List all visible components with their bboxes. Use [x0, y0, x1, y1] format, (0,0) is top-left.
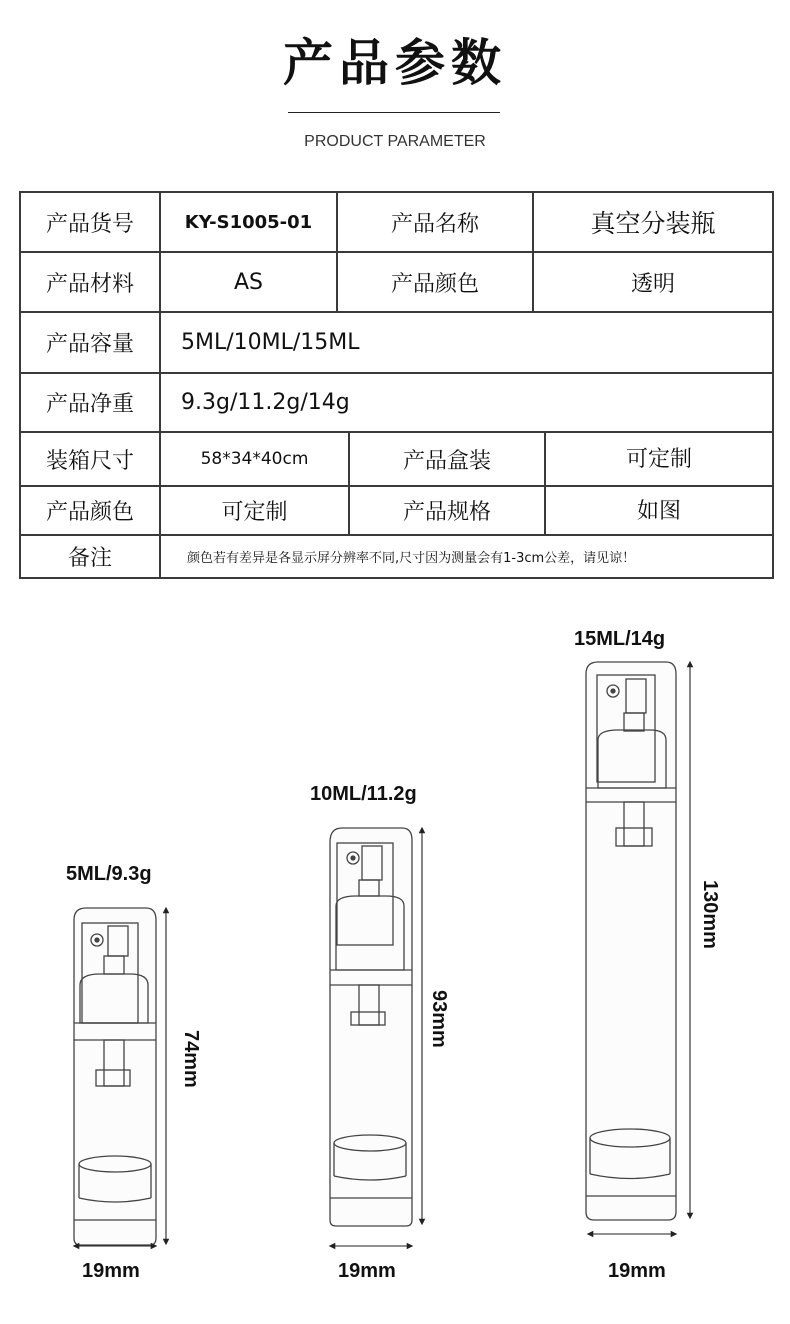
- title-divider: [288, 112, 500, 113]
- bottle-15ml: [586, 662, 676, 1220]
- page-title: 产品参数: [283, 34, 507, 92]
- bottle-15ml-label: 15ML/14g: [574, 628, 666, 650]
- capacity-value: 5ML/10ML/15ML: [181, 330, 360, 355]
- material-label: 产品材料: [45, 271, 134, 297]
- spec-label: 产品规格: [402, 500, 491, 525]
- color2-label: 产品颜色: [45, 500, 134, 525]
- bottle-5ml: [74, 908, 156, 1245]
- remark-label: 备注: [67, 546, 112, 571]
- bottle-10ml-label: 10ML/11.2g: [310, 783, 417, 805]
- spec-table: [19, 191, 774, 579]
- bottle-5ml-height: 74mm: [180, 1030, 202, 1088]
- item-no-label: 产品货号: [45, 211, 134, 237]
- material-value: AS: [233, 269, 263, 295]
- page-subtitle: PRODUCT PARAMETER: [304, 133, 486, 150]
- item-no-value: KY-S1005-01: [184, 211, 313, 233]
- bottle-10ml: [330, 828, 412, 1226]
- name-label: 产品名称: [390, 211, 479, 237]
- color2-value: 可定制: [221, 500, 288, 525]
- bottle-5ml-width: 19mm: [82, 1260, 140, 1282]
- weight-value: 9.3g/11.2g/14g: [181, 390, 350, 415]
- carton-label: 装箱尺寸: [45, 448, 134, 474]
- remark-value: 颜色若有差异是各显示屏分辨率不同,尺寸因为测量会有1-3cm公差，请见谅！: [187, 551, 636, 566]
- bottle-drawings: [0, 600, 790, 1324]
- box-label: 产品盒装: [402, 448, 491, 474]
- capacity-label: 产品容量: [45, 332, 134, 357]
- bottle-15ml-width: 19mm: [608, 1260, 666, 1282]
- spec-value: 如图: [636, 498, 681, 524]
- color-label: 产品颜色: [390, 271, 479, 297]
- name-value: 真空分装瓶: [590, 209, 716, 238]
- weight-label: 产品净重: [45, 392, 134, 417]
- box-value: 可定制: [625, 446, 692, 472]
- carton-value: 58*34*40cm: [200, 449, 309, 469]
- bottle-5ml-label: 5ML/9.3g: [66, 863, 152, 885]
- bottle-10ml-height: 93mm: [428, 990, 450, 1048]
- color-value: 透明: [630, 271, 675, 297]
- bottle-15ml-height: 130mm: [699, 880, 721, 949]
- bottle-diagram: [0, 600, 790, 1324]
- bottle-10ml-width: 19mm: [338, 1260, 396, 1282]
